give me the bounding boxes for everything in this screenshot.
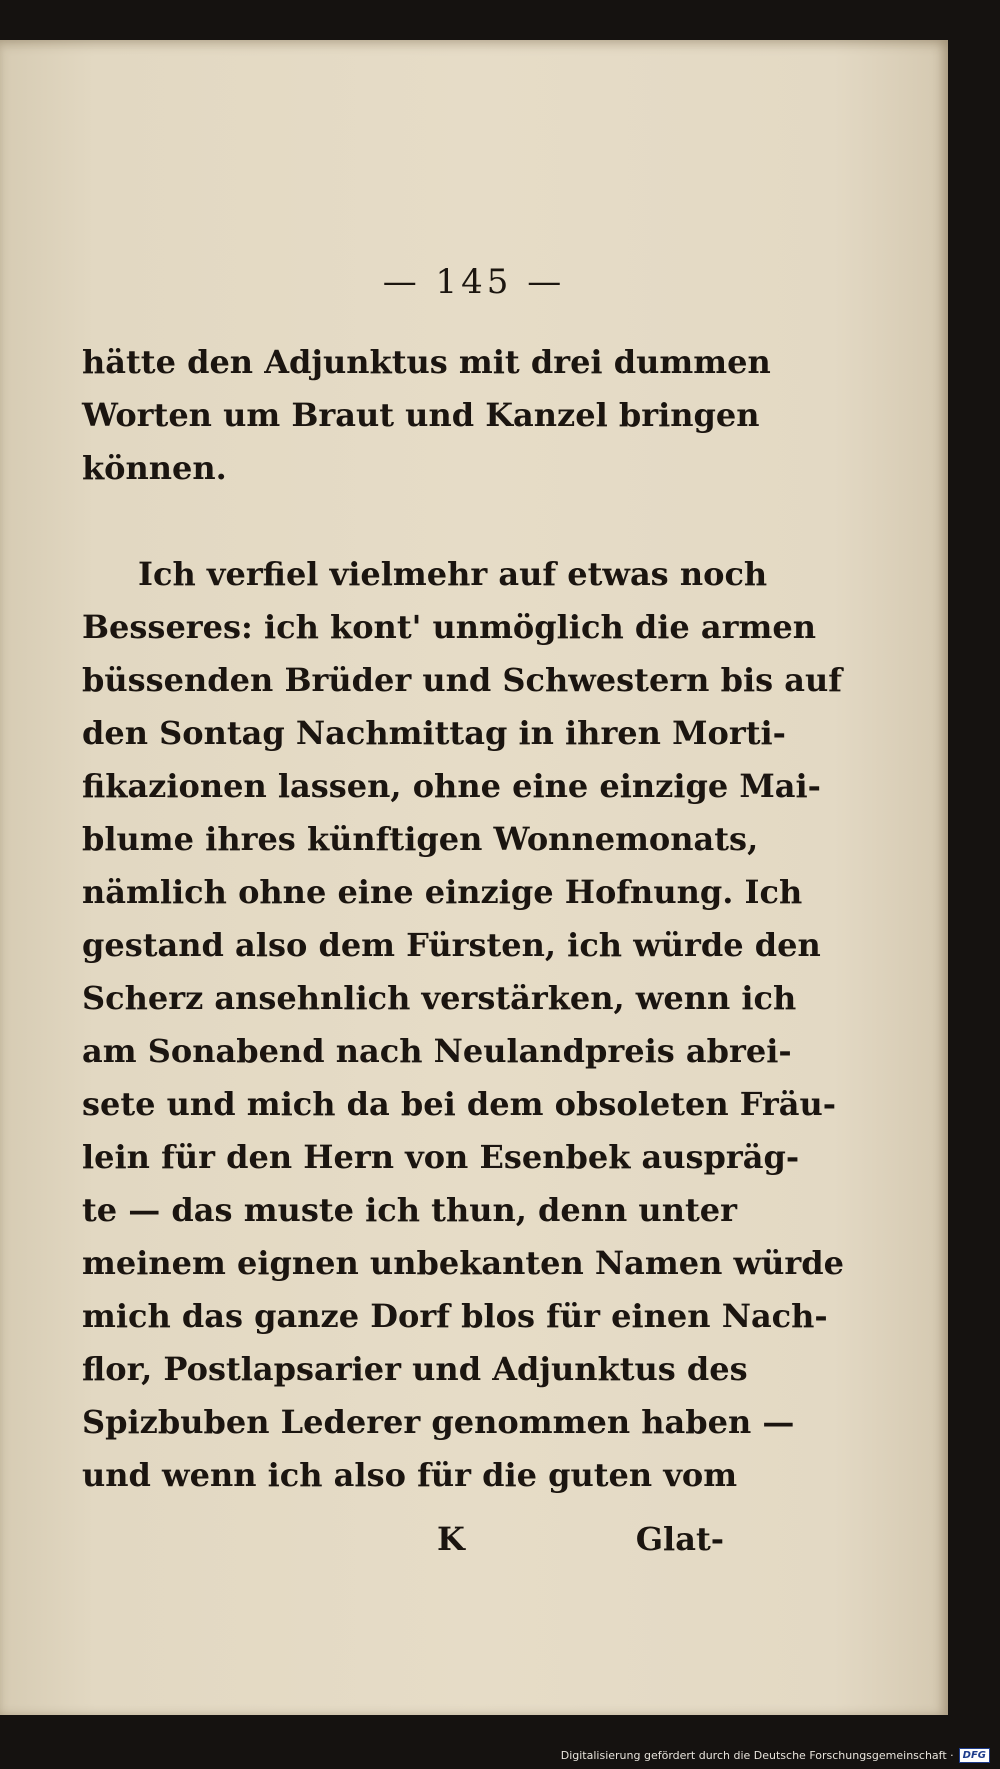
book-page xyxy=(0,40,948,1715)
text-line: den Sontag Nachmittag in ihren Morti- xyxy=(82,714,786,752)
text-line: Scherz ansehnlich verstärken, wenn ich xyxy=(82,979,797,1017)
credit-text: Digitalisierung gefördert durch die Deutsche Forschungsgemeinschaft · xyxy=(560,1749,954,1762)
text-line: meinem eignen unbekanten Namen würde xyxy=(82,1244,844,1282)
text-line: Worten um Braut und Kanzel bringen xyxy=(82,396,760,434)
text-line: Ich verfiel vielmehr auf etwas noch xyxy=(138,555,768,593)
text-line: und wenn ich also für die guten vom xyxy=(82,1456,738,1494)
text-line: Besseres: ich kont' unmöglich die armen xyxy=(82,608,816,646)
text-line: nämlich ohne eine einzige Hofnung. Ich xyxy=(82,873,803,911)
text-line: gestand also dem Fürsten, ich würde den xyxy=(82,926,821,964)
signature-mark: K xyxy=(437,1520,465,1558)
paragraph-1 xyxy=(82,336,771,495)
paragraph-2 xyxy=(82,548,844,1502)
text-line: büssenden Brüder und Schwestern bis auf xyxy=(82,661,843,699)
text-line: lein für den Hern von Esenbek auspräg- xyxy=(82,1138,800,1176)
text-line: te — das muste ich thun, denn unter xyxy=(82,1191,737,1229)
text-line: sete und mich da bei dem obsoleten Fräu- xyxy=(82,1085,837,1123)
text-line: flor, Postlapsarier und Adjunktus des xyxy=(82,1350,748,1388)
dfg-logo: DFG xyxy=(959,1748,990,1763)
text-line: können. xyxy=(82,449,227,487)
digitization-credit xyxy=(561,1748,990,1763)
text-line: blume ihres künftigen Wonnemonats, xyxy=(82,820,759,858)
text-line: mich das ganze Dorf blos für einen Nach- xyxy=(82,1297,828,1335)
catchword: Glat- xyxy=(635,1520,724,1558)
text-line: am Sonabend nach Neulandpreis abrei- xyxy=(82,1032,792,1070)
text-line: hätte den Adjunktus mit drei dummen xyxy=(82,343,771,381)
page-footer xyxy=(82,1520,724,1573)
page-number: — 145 — xyxy=(382,262,566,302)
text-line: fikazionen lassen, ohne eine einzige Mai- xyxy=(82,767,821,805)
text-line: Spizbuben Lederer genommen haben — xyxy=(82,1403,795,1441)
